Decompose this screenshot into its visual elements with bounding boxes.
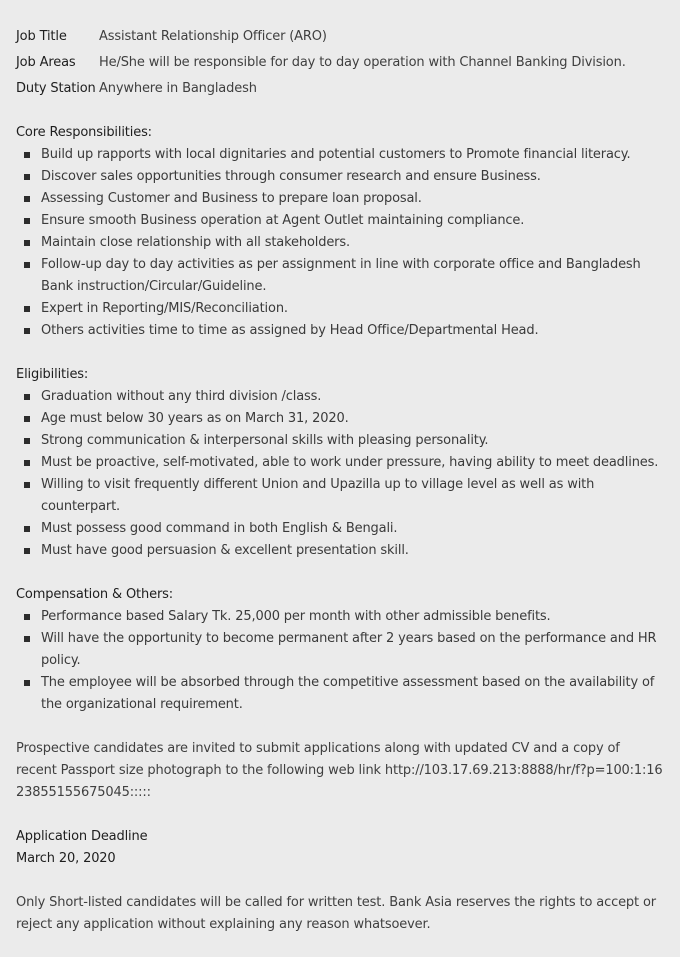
list-item: Expert in Reporting/MIS/Reconciliation. (16, 298, 664, 320)
list-item: Age must below 30 years as on March 31, 2020. (16, 408, 664, 430)
core-responsibilities-section (16, 122, 664, 342)
job-title-row (16, 26, 664, 52)
deadline-title: Application Deadline (16, 829, 148, 844)
core-responsibilities-list (16, 144, 664, 342)
compensation-section (16, 584, 664, 716)
list-item: Must possess good command in both English & Bengali. (16, 518, 664, 540)
list-item: Follow-up day to day activities as per assignment in line with corporate office and Bangladesh Bank instruction/Circular/Guideline. (16, 254, 664, 298)
list-item: Must have good persuasion & excellent presentation skill. (16, 540, 664, 562)
application-instructions (16, 738, 664, 804)
job-areas-row (16, 52, 664, 78)
deadline-date: March 20, 2020 (16, 851, 116, 866)
job-title-label: Job Title (16, 29, 67, 44)
list-item: Will have the opportunity to become permanent after 2 years based on the performance and HR policy. (16, 628, 664, 672)
list-item: Must be proactive, self-motivated, able to work under pressure, having ability to meet deadlines. (16, 452, 664, 474)
list-item: Willing to visit frequently different Union and Upazilla up to village level as well as with counterpart. (16, 474, 664, 518)
list-item: Performance based Salary Tk. 25,000 per month with other admissible benefits. (16, 606, 664, 628)
core-responsibilities-title: Core Responsibilities: (16, 125, 152, 140)
list-item: Assessing Customer and Business to prepare loan proposal. (16, 188, 664, 210)
list-item: Maintain close relationship with all stakeholders. (16, 232, 664, 254)
list-item: Graduation without any third division /class. (16, 386, 664, 408)
application-link[interactable]: http://103.17.69.213:8888/hr/f?p=100:1:1623855155675045::::: (16, 763, 663, 800)
application-text: Prospective candidates are invited to submit applications along with updated CV and a copy of recent Passport size photograph to the following web link (16, 741, 620, 778)
job-areas-value: He/She will be responsible for day to day operation with Channel Banking Division. (99, 55, 626, 70)
duty-station-value: Anywhere in Bangladesh (99, 81, 257, 96)
list-item: Build up rapports with local dignitaries and potential customers to Promote financial literacy. (16, 144, 664, 166)
duty-station-row (16, 78, 664, 104)
list-item: Others activities time to time as assigned by Head Office/Departmental Head. (16, 320, 664, 342)
list-item: Ensure smooth Business operation at Agent Outlet maintaining compliance. (16, 210, 664, 232)
eligibilities-title: Eligibilities: (16, 367, 89, 382)
list-item: Discover sales opportunities through consumer research and ensure Business. (16, 166, 664, 188)
compensation-list (16, 606, 664, 716)
compensation-title: Compensation & Others: (16, 587, 173, 602)
job-title-value: Assistant Relationship Officer (ARO) (99, 29, 327, 44)
eligibilities-section (16, 364, 664, 562)
duty-station-label: Duty Station (16, 81, 96, 96)
shortlist-note: Only Short-listed candidates will be called for written test. Bank Asia reserves the rights to accept or reject any application without explaining any reason whatsoever. (16, 895, 656, 932)
list-item: The employee will be absorbed through the competitive assessment based on the availability of the organizational requirement. (16, 672, 664, 716)
job-areas-label: Job Areas (16, 55, 76, 70)
job-meta (16, 26, 664, 104)
application-deadline (16, 826, 664, 870)
eligibilities-list (16, 386, 664, 562)
list-item: Strong communication & interpersonal skills with pleasing personality. (16, 430, 664, 452)
